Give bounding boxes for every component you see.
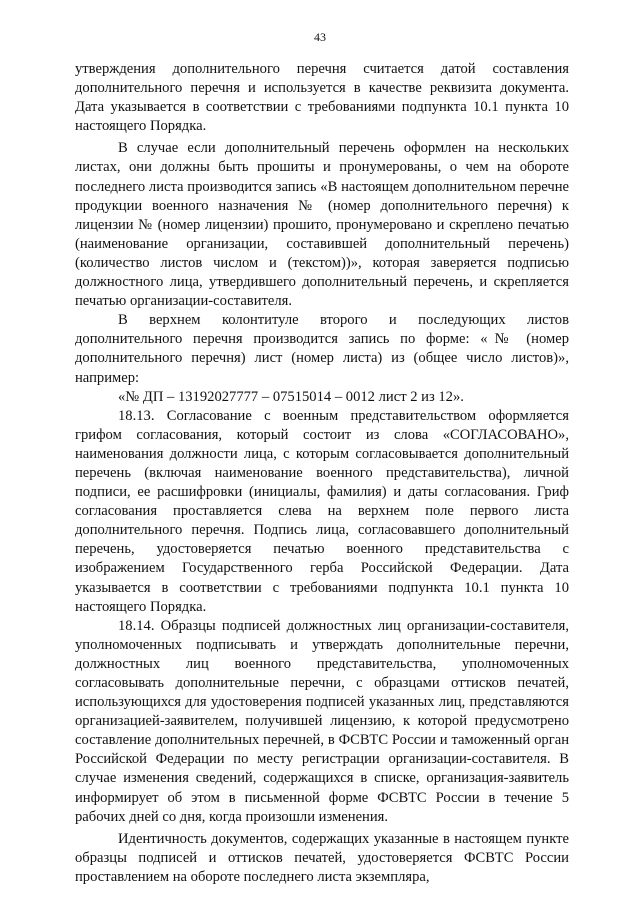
paragraph-continuation: утверждения дополнительного перечня считается датой составления дополнительного перечня и используется в качестве реквизита документа. Дата указывается в соответствии с требованиями подпункта 10.1 пункта 10 настоящего Порядка. (75, 61, 569, 135)
paragraph-18-13: 18.13. Согласование с военным представительством оформляется грифом согласования, который состоит из слова «СОГЛАСОВАНО», наименования должности лица, с которым согласовывается дополнительный перечень (включая наименование военного представительства), личной подписи, ее расшифровки (инициалы, фамилия) и даты согласования. Гриф согласования проставляется слева на верхнем поле первого листа дополнительного перечня. Подпись лица, согласовавшего дополнительный перечень, удостоверяется печатью военного представительства с изображением Государственного герба Российской Федерации. Дата указывается в соответствии с требованиями подпункта 10.1 пункта 10 настоящего Порядка. (75, 407, 569, 615)
paragraph-header-example: «№ ДП – 13192027777 – 07515014 – 0012 лист 2 из 12». (118, 388, 464, 405)
page-number: 43 (314, 30, 326, 44)
paragraph-identity: Идентичность документов, содержащих указанные в настоящем пункте образцы подписей и оттисков печатей, удостоверяется ФСВТС России проставлением на обороте последнего листа экземпляра, (75, 830, 569, 885)
paragraph-header-record: В верхнем колонтитуле второго и последующих листов дополнительного перечня производится запись по форме: «№ (номер дополнительного перечня) лист (номер листа) из (общее число листов)», например: (75, 312, 569, 386)
body-text (75, 60, 569, 887)
paragraph-18-14: 18.14. Образцы подписей должностных лиц организации-составителя, уполномоченных подписывать и утверждать дополнительные перечни, должностных лиц военного представительства, уполномоченных согласовывать дополнительные перечни, с образцами оттисков печатей, использующихся для удостоверения подписей указанных лиц, представляются организацией-заявителем, получившей лицензию, к которой предусмотрено составление дополнительных перечней, в ФСВТС России и таможенный орган Российской Федерации по месту регистрации организации-составителя. В случае изменения сведений, содержащихся в списке, организация-заявитель информирует об этом в письменной форме ФСВТС России в течение 5 рабочих дней со дня, когда произошли изменения. (75, 617, 569, 825)
paragraph-multiple-sheets: В случае если дополнительный перечень оформлен на нескольких листах, они должны быть прошиты и пронумерованы, о чем на обороте последнего листа производится запись «В настоящем дополнительном перечне продукции военного назначения № (номер дополнительного перечня) к лицензии № (номер лицензии) прошито, пронумеровано и скреплено печатью (наименование организации, составившей дополнительный перечень) (количество листов числом и (текстом))», которая заверяется подписью должностного лица, утвердившего дополнительный перечень, и скрепляется печатью организации-составителя. (75, 140, 569, 310)
